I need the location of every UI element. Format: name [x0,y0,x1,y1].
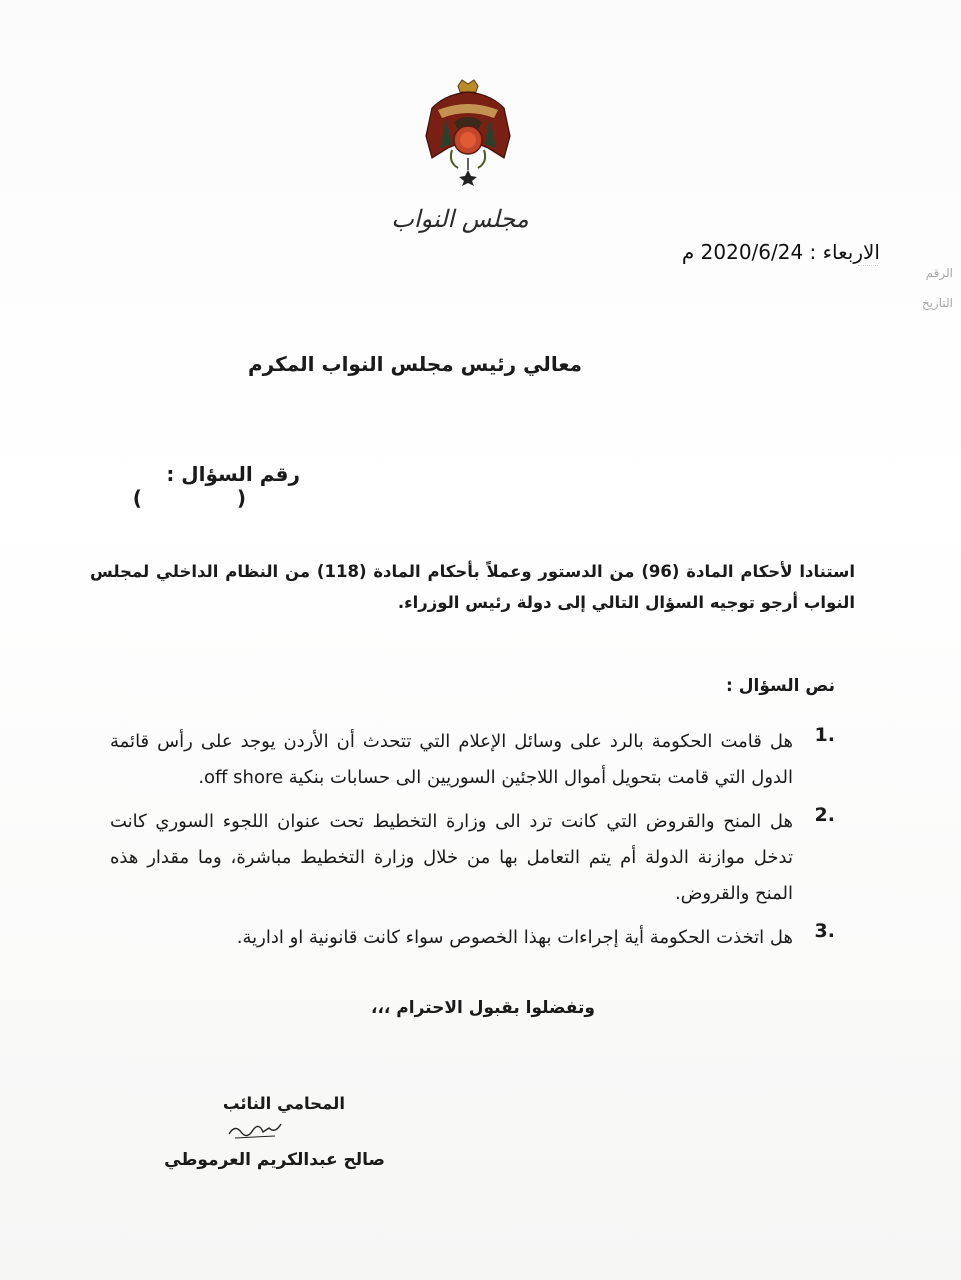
question-item-text: هل اتخذت الحكومة أية إجراءات بهذا الخصوص سواء كانت قانونية او ادارية. [236,927,793,948]
closing-line: وتفضلوا بقبول الاحترام ،،، [371,998,595,1018]
question-item [110,920,835,956]
addressee: معالي رئيس مجلس النواب المكرم [248,352,582,376]
date-line [650,240,880,264]
date-label: التاريخ [921,296,953,310]
question-item-number: 3. [814,920,835,942]
question-number-label: رقم السؤال : [166,462,300,486]
question-item-text: هل المنح والقروض التي كانت ترد الى وزارة التخطيط تحت عنوان اللجوء السوري كانت تدخل موازنة الدولة أم يتم التعامل بها من خلال وزارة التخطيط مباشرة، وما مقدار هذه المنح والقروض. [110,811,793,904]
question-item-text: هل قامت الحكومة بالرد على وسائل الإعلام التي تتحدث أن الأردن يوجد على رأس قائمة الدول التي قامت بتحويل أموال اللاجئين السوريين الى حسابات بنكية off shore. [110,731,793,788]
question-item-number: 2. [814,804,835,826]
intro-paragraph: استنادا لأحكام المادة (96) من الدستور وعملاً بأحكام المادة (118) من النظام الداخلي لمجلس النواب أرجو توجيه السؤال التالي إلى دولة رئيس الوزراء. [90,562,855,612]
question-number [80,462,300,510]
meta-labels [873,258,953,318]
ref-label: الرقم [925,266,953,280]
date-value: الاربعاء : 2020/6/24 م [681,240,880,264]
institution-logo: مجلس النواب [391,205,529,233]
question-item [110,804,835,912]
question-item-number: 1. [814,724,835,746]
signatory-name: صالح عبدالكريم العرموطي [164,1150,385,1170]
coat-of-arms-icon [418,78,518,186]
question-number-brackets: ( ) [132,486,290,510]
question-item [110,724,835,796]
question-list [110,724,835,964]
question-heading: نص السؤال : [726,676,835,696]
handwritten-signature [225,1118,285,1142]
signatory-title: المحامي النائب [222,1094,345,1113]
